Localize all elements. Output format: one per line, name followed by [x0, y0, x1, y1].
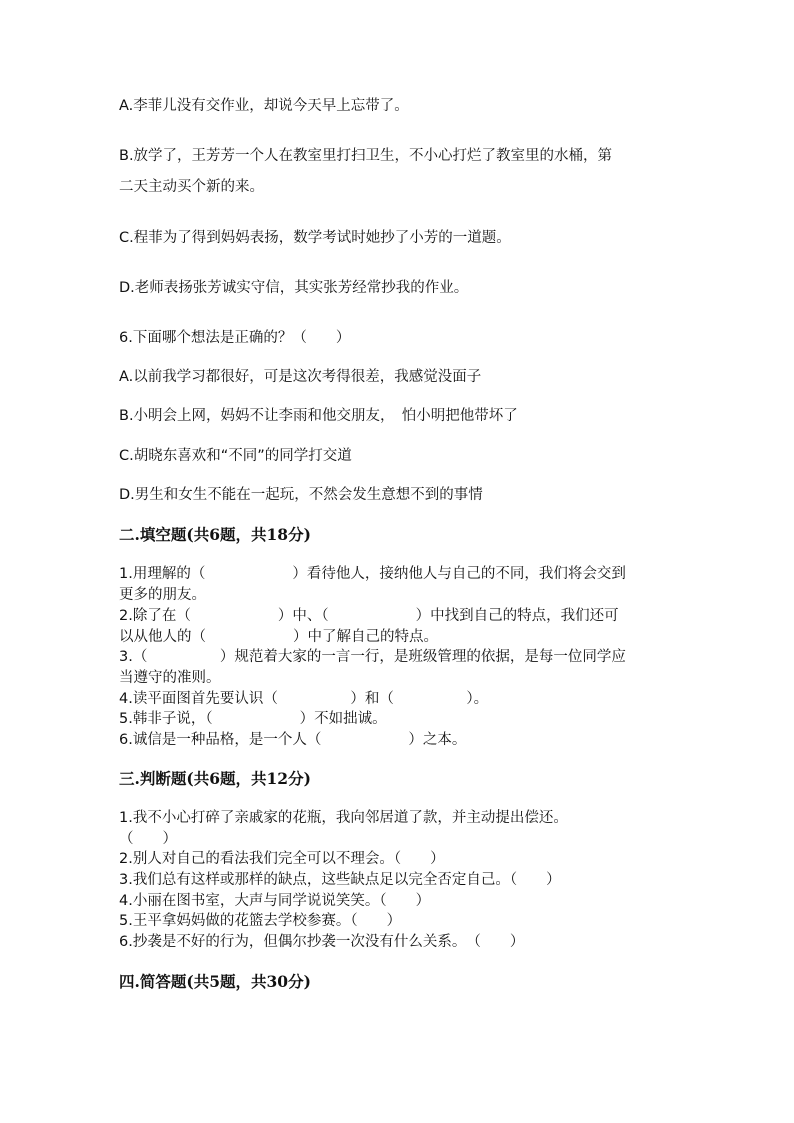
fill-blank-line: 当遵守的准则。	[119, 670, 221, 686]
true-false-line: 3.我们总有这样或那样的缺点，这些缺点足以完全否定自己。（ ）	[119, 872, 561, 888]
q5-option-c: C.程菲为了得到妈妈表扬，数学考试时她抄了小芳的一道题。	[119, 230, 511, 246]
true-false-line: 4.小丽在图书室，大声与同学说说笑笑。（ ）	[119, 893, 431, 909]
fill-blank-line: 更多的朋友。	[119, 587, 206, 603]
section-heading-fill-blanks: 二.填空题(共6题，共18分)	[119, 525, 311, 544]
section-heading-true-false: 三.判断题(共6题，共12分)	[119, 769, 311, 788]
true-false-line: 2.别人对自己的看法我们完全可以不理会。（ ）	[119, 851, 445, 867]
true-false-line: （ ）	[119, 831, 177, 847]
section-heading-short-answer: 四.简答题(共5题，共30分)	[119, 972, 311, 991]
fill-blank-line: 以从他人的（ ）中了解自己的特点。	[119, 629, 438, 645]
fill-blank-line: 4.读平面图首先要认识（ ）和（ ）。	[119, 691, 489, 707]
q5-option-b: B.放学了，王芳芳一个人在教室里打扫卫生，不小心打烂了教室里的水桶，第	[119, 148, 613, 164]
fill-blank-line: 1.用理解的（ ）看待他人，接纳他人与自己的不同，我们将会交到	[119, 566, 626, 582]
q5-option-a: A.李菲儿没有交作业，却说今天早上忘带了。	[119, 98, 409, 114]
q6-option-b: B.小明会上网，妈妈不让李雨和他交朋友， 怕小明把他带坏了	[119, 408, 518, 424]
q6-stem: 6.下面哪个想法是正确的？（ ）	[119, 330, 351, 346]
fill-blank-line: 5.韩非子说，（ ）不如拙诚。	[119, 711, 387, 727]
q5-option-d: D.老师表扬张芳诚实守信，其实张芳经常抄我的作业。	[119, 280, 469, 296]
q6-option-d: D.男生和女生不能在一起玩，不然会发生意想不到的事情	[119, 487, 483, 503]
q5-option-b-continued: 二天主动买个新的来。	[119, 179, 264, 195]
q6-option-a: A.以前我学习都很好，可是这次考得很差，我感觉没面子	[119, 369, 482, 385]
q6-option-c: C.胡晓东喜欢和“不同”的同学打交道	[119, 448, 352, 464]
fill-blank-line: 2.除了在（ ）中、（ ）中找到自己的特点，我们还可	[119, 608, 619, 624]
true-false-line: 5.王平拿妈妈做的花篮去学校参赛。（ ）	[119, 913, 402, 929]
fill-blank-line: 6.诚信是一种品格，是一个人（ ）之本。	[119, 732, 467, 748]
true-false-line: 6.抄袭是不好的行为，但偶尔抄袭一次没有什么关系。 （ ）	[119, 934, 525, 950]
fill-blank-line: 3.（ ）规范着大家的一言一行，是班级管理的依据，是每一位同学应	[119, 649, 626, 665]
true-false-line: 1.我不小心打碎了亲戚家的花瓶，我向邻居道了款，并主动提出偿还。	[119, 810, 568, 826]
